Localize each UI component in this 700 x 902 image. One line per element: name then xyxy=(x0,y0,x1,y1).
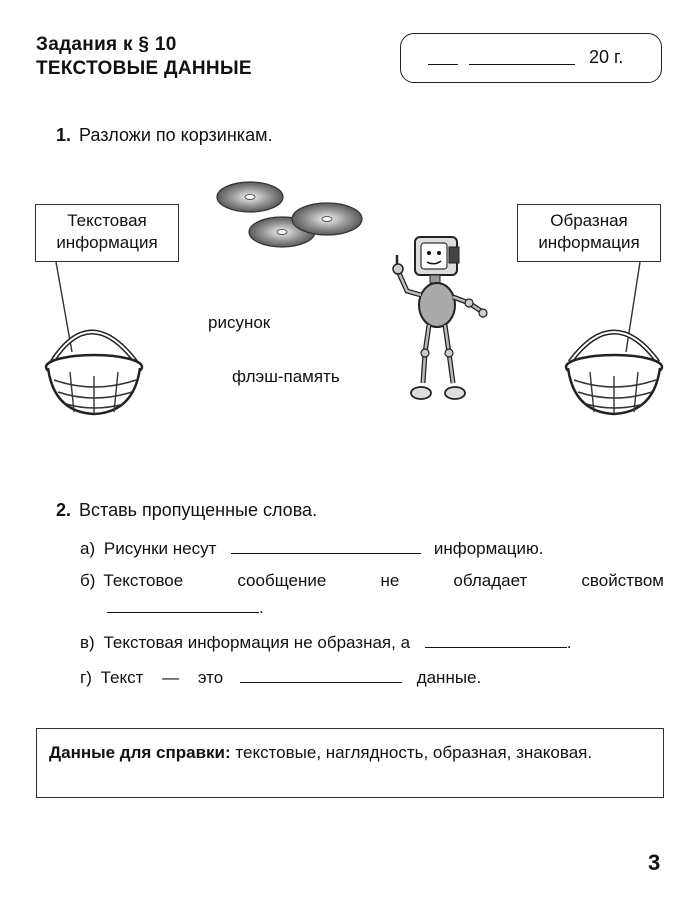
answer-blank-d[interactable] xyxy=(240,666,402,683)
date-month-blank[interactable] xyxy=(469,64,575,65)
task-2-item-d: г) Текст — это данные. xyxy=(80,668,482,687)
topic-title: ТЕКСТОВЫЕ ДАННЫЕ xyxy=(36,58,252,79)
reference-box xyxy=(36,728,664,798)
label-text-info: Текстовая информация xyxy=(35,204,179,262)
page-number: 3 xyxy=(648,850,661,875)
task-1-heading xyxy=(56,125,272,146)
date-box xyxy=(400,33,662,83)
reference-words: текстовые, наглядность, образная, знаковая. xyxy=(235,743,593,762)
task-2-item-a: а) Рисунки несут информацию. xyxy=(80,539,544,558)
task-1-title: Разложи по корзинкам. xyxy=(79,125,273,145)
date-year-text: 20 г. xyxy=(589,47,624,67)
task-2-item-c: в) Текстовая информация не образная, а . xyxy=(80,633,572,652)
reference-label: Данные для справки: xyxy=(49,743,231,762)
label-image-info: Образная информация xyxy=(517,204,661,262)
answer-blank-b[interactable] xyxy=(107,596,259,613)
answer-blank-c[interactable] xyxy=(425,631,567,648)
task-2-item-b-line2: . xyxy=(107,596,264,618)
robot-icon xyxy=(385,233,490,408)
section-title: Задания к § 10 xyxy=(36,34,177,55)
task-2-title: Вставь пропущенные слова. xyxy=(79,500,318,520)
task-2-heading xyxy=(56,500,317,521)
task-2-item-b-text: Текстовое сообщение не обладает свойством xyxy=(103,571,664,590)
answer-blank-a[interactable] xyxy=(231,537,421,554)
task-1-number: 1. xyxy=(56,125,72,145)
cd-discs-icon[interactable] xyxy=(215,175,365,255)
word-card-drawing[interactable]: рисунок xyxy=(208,313,271,332)
task-2-number: 2. xyxy=(56,500,72,520)
task-2-item-b: б) Текстовое сообщение не обладает свойством xyxy=(80,571,664,590)
worksheet-header xyxy=(36,33,252,81)
basket-left-icon[interactable] xyxy=(40,262,150,422)
basket-right-icon[interactable] xyxy=(560,262,670,422)
word-card-flash-memory[interactable]: флэш-память xyxy=(232,367,340,386)
date-day-blank[interactable] xyxy=(428,64,458,65)
